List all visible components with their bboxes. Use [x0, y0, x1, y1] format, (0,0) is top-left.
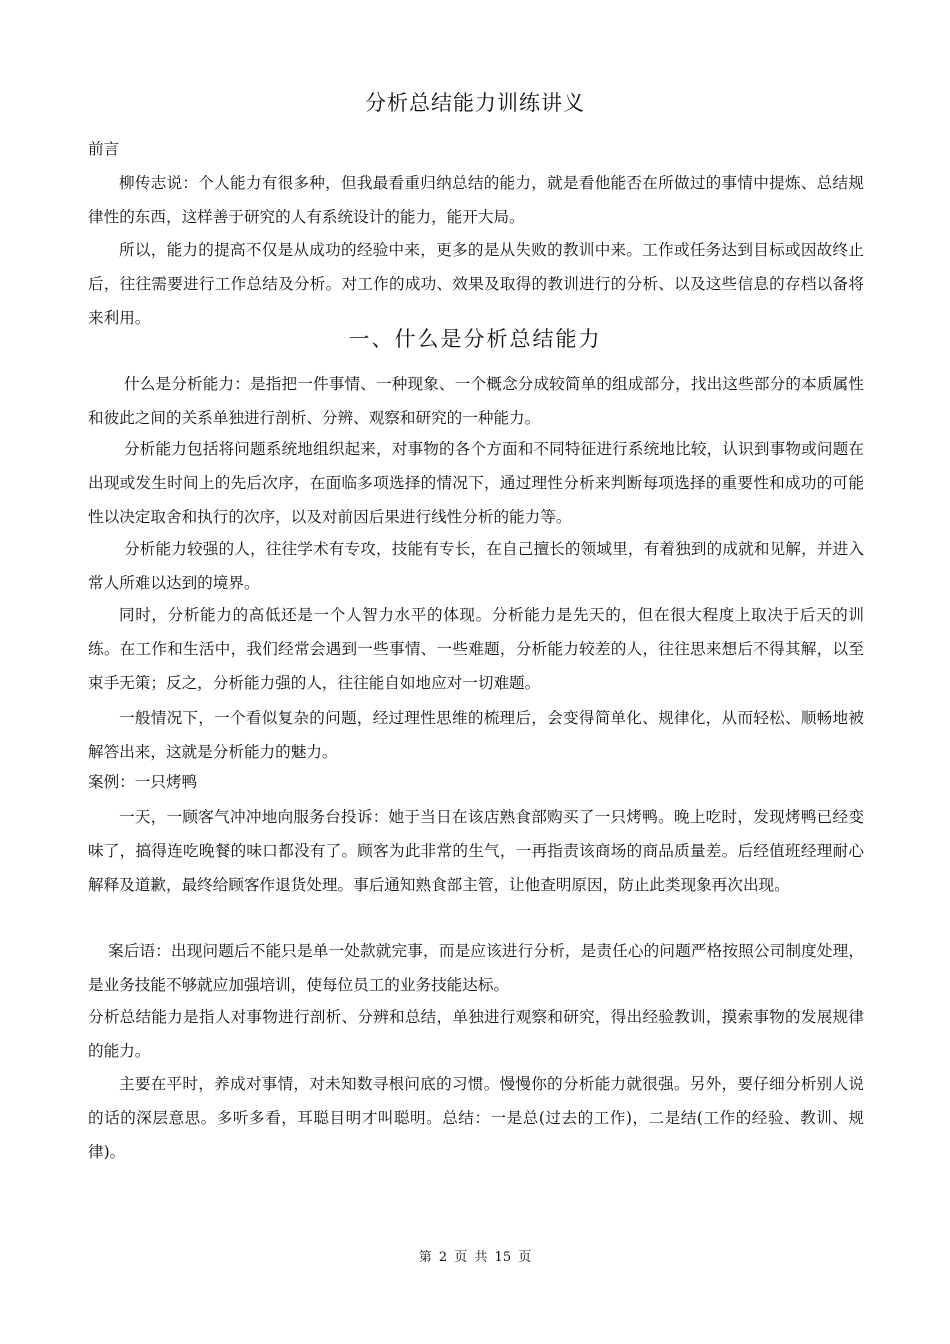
preface-paragraph-1: 柳传志说：个人能力有很多种，但我最看重归纳总结的能力，就是看他能否在所做过的事情中提炼、总结规律性的东西，这样善于研究的人有系统设计的能力，能开大局。	[88, 174, 864, 226]
case-label: 案例：一只烤鸭	[88, 773, 198, 791]
page-footer: 第 2 页 共 15 页	[418, 1250, 532, 1265]
section-paragraph-3: 分析能力较强的人，往往学术有专攻，技能有专长，在自己擅长的领域里，有着独到的成就和见解，并进入常人所难以达到的境界。	[88, 540, 864, 592]
section-paragraph-5: 一般情况下，一个看似复杂的问题，经过理性思维的梳理后，会变得简单化、规律化，从而轻松、顺畅地被解答出来，这就是分析能力的魅力。	[88, 709, 864, 761]
section-paragraph-2: 分析能力包括将问题系统地组织起来，对事物的各个方面和不同特征进行系统地比较，认识到事物或问题在出现或发生时间上的先后次序，在面临多项选择的情况下，通过理性分析来判断每项选择的重要性和成功的可能性以决定取舍和执行的次序，以及对前因后果进行线性分析的能力等。	[88, 440, 864, 526]
closing-paragraph: 主要在平时，养成对事情，对未知数寻根问底的习惯。慢慢你的分析能力就很强。另外，要仔细分析别人说的话的深层意思。多听多看，耳聪目明才叫聪明。总结：一是总(过去的工作)，二是结(工作的经验、教训、规律)。	[88, 1075, 864, 1161]
case-comment: 案后语：出现问题后不能只是单一处款就完事，而是应该进行分析，是责任心的问题严格按照公司制度处理，是业务技能不够就应加强培训，使每位员工的业务技能达标。	[88, 942, 864, 994]
case-paragraph: 一天，一顾客气冲冲地向服务台投诉：她于当日在该店熟食部购买了一只烤鸭。晚上吃时，发现烤鸭已经变味了，搞得连吃晚餐的味口都没有了。顾客为此非常的生气，一再指责该商场的商品质量差。后经值班经理耐心解释及道歉，最终给顾客作退货处理。事后通知熟食部主管，让他查明原因，防止此类现象再次出现。	[88, 808, 864, 894]
section-paragraph-1: 什么是分析能力：是指把一件事情、一种现象、一个概念分成较简单的组成部分，找出这些部分的本质属性和彼此之间的关系单独进行剖析、分辨、观察和研究的一种能力。	[88, 375, 864, 427]
document-title: 分析总结能力训练讲义	[365, 91, 585, 115]
section-heading: 一、什么是分析总结能力	[348, 327, 602, 351]
section-paragraph-4: 同时，分析能力的高低还是一个人智力水平的体现。分析能力是先天的，但在很大程度上取决于后天的训练。在工作和生活中，我们经常会遇到一些事情、一些难题，分析能力较差的人，往往思来想后不得其解，以至束手无策；反之，分析能力强的人，往往能自如地应对一切难题。	[88, 606, 864, 692]
preface-label: 前言	[88, 140, 120, 158]
preface-paragraph-2: 所以，能力的提高不仅是从成功的经验中来，更多的是从失败的教训中来。工作或任务达到目标或因故终止后，往往需要进行工作总结及分析。对工作的成功、效果及取得的教训进行的分析、以及这些信息的存档以备将来利用。	[88, 241, 864, 327]
definition-paragraph: 分析总结能力是指人对事物进行剖析、分辨和总结，单独进行观察和研究，得出经验教训，摸索事物的发展规律的能力。	[88, 1008, 864, 1060]
